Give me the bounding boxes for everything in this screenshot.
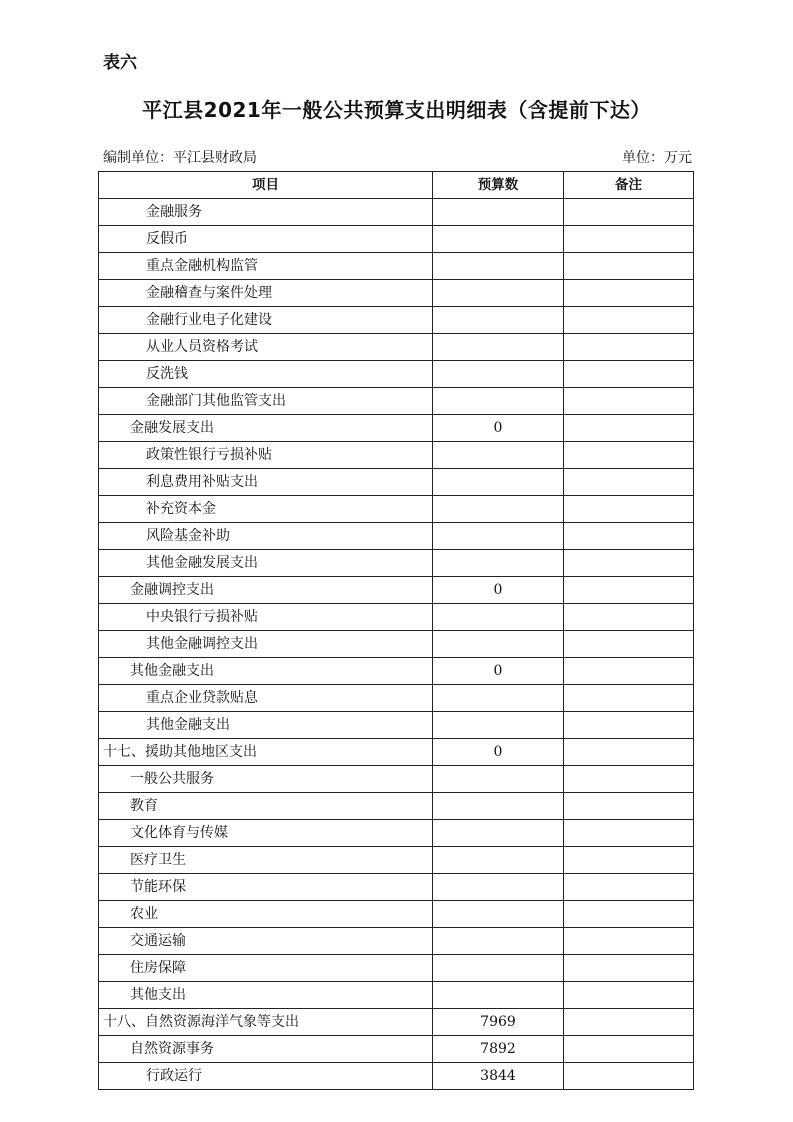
table-row: [99, 739, 694, 766]
row-item-name: 金融调控支出: [99, 577, 433, 604]
table-row: [99, 469, 694, 496]
table-number-label: 表六: [103, 53, 137, 73]
row-note: [564, 712, 694, 739]
table-row: [99, 226, 694, 253]
row-budget-value: [433, 253, 564, 280]
row-item-name: 节能环保: [99, 874, 433, 901]
row-budget-value: [433, 388, 564, 415]
row-note: [564, 469, 694, 496]
row-note: [564, 982, 694, 1009]
table-row: [99, 550, 694, 577]
table-row: [99, 982, 694, 1009]
row-note: [564, 739, 694, 766]
row-note: [564, 334, 694, 361]
row-note: [564, 1063, 694, 1090]
table-row: [99, 901, 694, 928]
table-row: [99, 766, 694, 793]
table-row: [99, 1036, 694, 1063]
row-note: [564, 550, 694, 577]
table-row: [99, 253, 694, 280]
column-header-note: 备注: [564, 172, 694, 199]
row-note: [564, 847, 694, 874]
table-row: [99, 712, 694, 739]
table-row: [99, 334, 694, 361]
row-note: [564, 901, 694, 928]
row-item-name: 中央银行亏损补贴: [99, 604, 433, 631]
row-item-name: 反假币: [99, 226, 433, 253]
column-header-item: 项目: [99, 172, 433, 199]
currency-unit: 单位：万元: [622, 150, 692, 166]
table-row: [99, 1009, 694, 1036]
table-row: [99, 388, 694, 415]
row-note: [564, 577, 694, 604]
row-budget-value: [433, 469, 564, 496]
row-budget-value: [433, 793, 564, 820]
row-note: [564, 226, 694, 253]
row-budget-value: [433, 226, 564, 253]
row-budget-value: [433, 361, 564, 388]
row-budget-value: 3844: [433, 1063, 564, 1090]
table-row: [99, 307, 694, 334]
row-budget-value: [433, 280, 564, 307]
row-item-name: 重点金融机构监管: [99, 253, 433, 280]
row-note: [564, 820, 694, 847]
row-budget-value: [433, 334, 564, 361]
row-note: [564, 415, 694, 442]
column-header-budget: 预算数: [433, 172, 564, 199]
row-item-name: 一般公共服务: [99, 766, 433, 793]
row-budget-value: [433, 631, 564, 658]
row-item-name: 农业: [99, 901, 433, 928]
row-note: [564, 253, 694, 280]
table-row: [99, 955, 694, 982]
row-note: [564, 928, 694, 955]
budget-table: [98, 171, 694, 1090]
row-item-name: 金融服务: [99, 199, 433, 226]
row-item-name: 金融发展支出: [99, 415, 433, 442]
row-budget-value: 7892: [433, 1036, 564, 1063]
table-row: [99, 523, 694, 550]
row-note: [564, 874, 694, 901]
row-note: [564, 199, 694, 226]
row-budget-value: [433, 199, 564, 226]
row-note: [564, 658, 694, 685]
table-row: [99, 874, 694, 901]
row-item-name: 金融部门其他监管支出: [99, 388, 433, 415]
table-row: [99, 577, 694, 604]
row-item-name: 其他金融支出: [99, 712, 433, 739]
row-budget-value: [433, 847, 564, 874]
row-note: [564, 685, 694, 712]
table-row: [99, 658, 694, 685]
row-budget-value: 0: [433, 577, 564, 604]
row-budget-value: [433, 874, 564, 901]
row-budget-value: [433, 766, 564, 793]
table-row: [99, 793, 694, 820]
row-item-name: 其他金融支出: [99, 658, 433, 685]
row-budget-value: [433, 307, 564, 334]
row-budget-value: 0: [433, 739, 564, 766]
row-note: [564, 793, 694, 820]
row-budget-value: 0: [433, 415, 564, 442]
table-row: [99, 415, 694, 442]
table-row: [99, 847, 694, 874]
row-note: [564, 388, 694, 415]
table-row: [99, 280, 694, 307]
row-budget-value: [433, 523, 564, 550]
row-item-name: 利息费用补贴支出: [99, 469, 433, 496]
table-row: [99, 604, 694, 631]
row-item-name: 金融稽查与案件处理: [99, 280, 433, 307]
row-note: [564, 1036, 694, 1063]
table-row: [99, 442, 694, 469]
row-item-name: 从业人员资格考试: [99, 334, 433, 361]
compiling-unit: 编制单位：平江县财政局: [103, 150, 257, 166]
row-item-name: 十八、自然资源海洋气象等支出: [99, 1009, 433, 1036]
row-note: [564, 523, 694, 550]
table-row: [99, 496, 694, 523]
row-budget-value: [433, 712, 564, 739]
table-header-row: [99, 172, 694, 199]
row-note: [564, 1009, 694, 1036]
row-budget-value: [433, 550, 564, 577]
row-budget-value: [433, 442, 564, 469]
row-item-name: 其他金融发展支出: [99, 550, 433, 577]
row-budget-value: [433, 820, 564, 847]
row-note: [564, 361, 694, 388]
row-item-name: 十七、援助其他地区支出: [99, 739, 433, 766]
row-note: [564, 955, 694, 982]
table-row: [99, 1063, 694, 1090]
row-note: [564, 280, 694, 307]
row-item-name: 反洗钱: [99, 361, 433, 388]
table-row: [99, 820, 694, 847]
row-item-name: 文化体育与传媒: [99, 820, 433, 847]
row-note: [564, 766, 694, 793]
row-note: [564, 307, 694, 334]
row-budget-value: 7969: [433, 1009, 564, 1036]
row-budget-value: [433, 604, 564, 631]
row-item-name: 医疗卫生: [99, 847, 433, 874]
table-body: [99, 199, 694, 1090]
row-item-name: 交通运输: [99, 928, 433, 955]
row-item-name: 其他支出: [99, 982, 433, 1009]
row-budget-value: 0: [433, 658, 564, 685]
row-item-name: 政策性银行亏损补贴: [99, 442, 433, 469]
row-item-name: 教育: [99, 793, 433, 820]
row-budget-value: [433, 496, 564, 523]
row-budget-value: [433, 928, 564, 955]
table-row: [99, 631, 694, 658]
row-budget-value: [433, 685, 564, 712]
row-item-name: 自然资源事务: [99, 1036, 433, 1063]
row-item-name: 补充资本金: [99, 496, 433, 523]
row-item-name: 金融行业电子化建设: [99, 307, 433, 334]
row-budget-value: [433, 955, 564, 982]
page-title: 平江县2021年一般公共预算支出明细表（含提前下达）: [142, 98, 651, 122]
row-item-name: 风险基金补助: [99, 523, 433, 550]
table-row: [99, 928, 694, 955]
table-row: [99, 361, 694, 388]
row-item-name: 重点企业贷款贴息: [99, 685, 433, 712]
row-budget-value: [433, 901, 564, 928]
row-note: [564, 442, 694, 469]
row-note: [564, 496, 694, 523]
row-note: [564, 604, 694, 631]
table-row: [99, 199, 694, 226]
row-item-name: 住房保障: [99, 955, 433, 982]
row-item-name: 其他金融调控支出: [99, 631, 433, 658]
table-row: [99, 685, 694, 712]
row-note: [564, 631, 694, 658]
row-budget-value: [433, 982, 564, 1009]
row-item-name: 行政运行: [99, 1063, 433, 1090]
